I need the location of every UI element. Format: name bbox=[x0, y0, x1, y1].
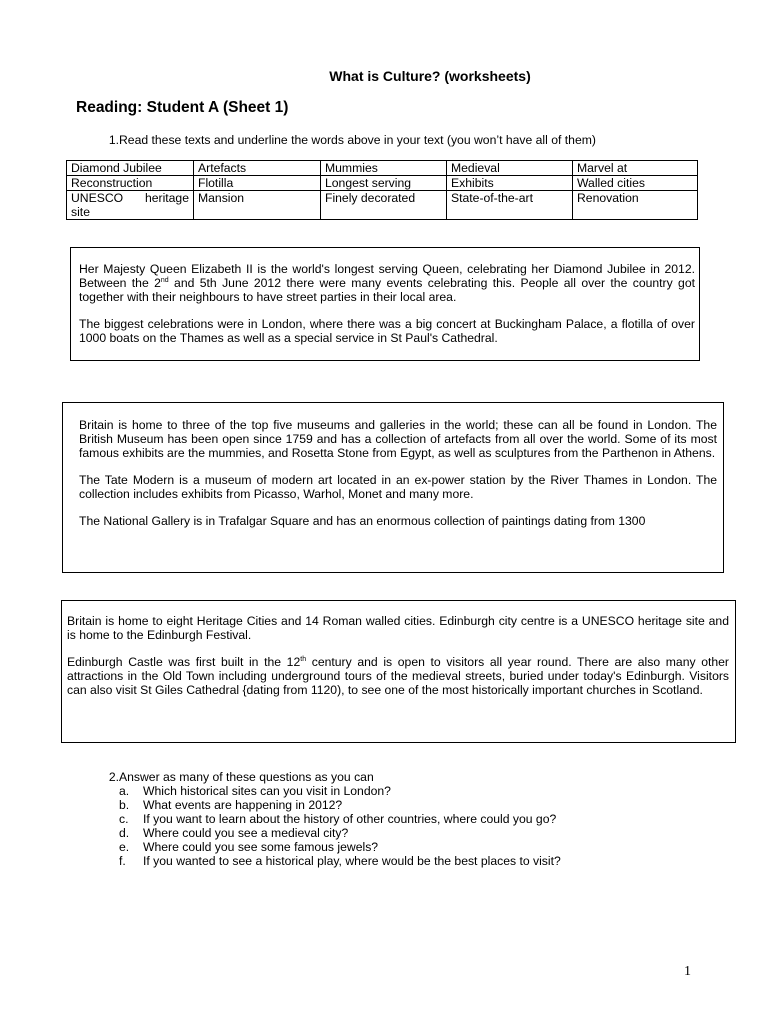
page-number: 1 bbox=[684, 964, 691, 979]
table-cell: Finely decorated bbox=[321, 191, 447, 220]
vocabulary-table bbox=[66, 160, 698, 220]
reading-text-museums bbox=[62, 402, 724, 573]
paragraph: The National Gallery is in Trafalgar Square and has an enormous collection of paintings dating from 1300 bbox=[79, 514, 646, 528]
list-item: c. If you want to learn about the history of other countries, where could you go? bbox=[119, 812, 557, 826]
question-2-text: Answer as many of these questions as you can bbox=[119, 770, 374, 784]
list-item: a. Which historical sites can you visit in London? bbox=[119, 784, 391, 798]
table-cell: Renovation bbox=[573, 191, 698, 220]
paragraph: The biggest celebrations were in London, where there was a big concert at Buckingham Palace, a flotilla of over 1000 boats on the Thames as well as a special service in St Paul's Cathedral. bbox=[79, 317, 695, 345]
list-item: f. If you wanted to see a historical play, where would be the best places to visit? bbox=[119, 854, 561, 868]
question-1 bbox=[97, 133, 717, 147]
sheet-subtitle: Reading: Student A (Sheet 1) bbox=[76, 99, 289, 116]
table-cell: Longest serving bbox=[321, 176, 447, 191]
table-cell: State-of-the-art bbox=[447, 191, 573, 220]
table-cell: Medieval bbox=[447, 161, 573, 176]
table-cell: Exhibits bbox=[447, 176, 573, 191]
table-cell: Marvel at bbox=[573, 161, 698, 176]
list-item: d. Where could you see a medieval city? bbox=[119, 826, 349, 840]
question-2 bbox=[97, 770, 717, 784]
table-row bbox=[67, 176, 698, 191]
question-1-text: Read these texts and underline the words above in your text (you won’t have all of them) bbox=[119, 133, 596, 147]
worksheet-title: What is Culture? (worksheets) bbox=[329, 68, 531, 84]
paragraph: Britain is home to eight Heritage Cities and 14 Roman walled cities. Edinburgh city centre is a UNESCO heritage site and is home to the Edinburgh Festival. bbox=[67, 614, 729, 642]
paragraph: Edinburgh Castle was first built in the 12th century and is open to visitors all year round. There are also many other attractions in the Old Town including underground tours of the medieval streets, buried under today's Edinburgh. Visitors can also visit St Giles Cathedral {dating from 1120), to see one of the most historically important churches in Scotland. bbox=[67, 655, 729, 697]
question-1-number: 1. bbox=[108, 133, 119, 147]
reading-text-jubilee bbox=[70, 247, 700, 361]
table-row bbox=[67, 191, 698, 220]
table-cell: Diamond Jubilee bbox=[67, 161, 194, 176]
table-cell: Mansion bbox=[194, 191, 321, 220]
table-cell: Flotilla bbox=[194, 176, 321, 191]
table-cell: Artefacts bbox=[194, 161, 321, 176]
paragraph: Britain is home to three of the top five museums and galleries in the world; these can all be found in London. The British Museum has been open since 1759 and has a collection of artefacts from all over the world. Some of its most famous exhibits are the mummies, and Rosetta Stone from Egypt, as well as sculptures from the Parthenon in Athens. bbox=[79, 418, 717, 460]
list-item: b. What events are happening in 2012? bbox=[119, 798, 343, 812]
table-cell: Reconstruction bbox=[67, 176, 194, 191]
list-item: e. Where could you see some famous jewels? bbox=[119, 840, 379, 854]
question-2-number: 2. bbox=[108, 770, 119, 784]
table-cell: Mummies bbox=[321, 161, 447, 176]
table-row bbox=[67, 161, 698, 176]
table-cell: Walled cities bbox=[573, 176, 698, 191]
paragraph: Her Majesty Queen Elizabeth II is the world's longest serving Queen, celebrating her Diamond Jubilee in 2012. Between the 2nd and 5th June 2012 there were many events celebrating this. People all over the country got together with their neighbours to have street parties in their local area. bbox=[79, 262, 695, 304]
reading-text-edinburgh bbox=[61, 600, 736, 743]
table-cell: UNESCO heritage site bbox=[67, 191, 194, 220]
question-2-list bbox=[119, 784, 719, 868]
paragraph: The Tate Modern is a museum of modern art located in an ex-power station by the River Thames in London. The collection includes exhibits from Picasso, Warhol, Monet and many more. bbox=[79, 473, 717, 501]
